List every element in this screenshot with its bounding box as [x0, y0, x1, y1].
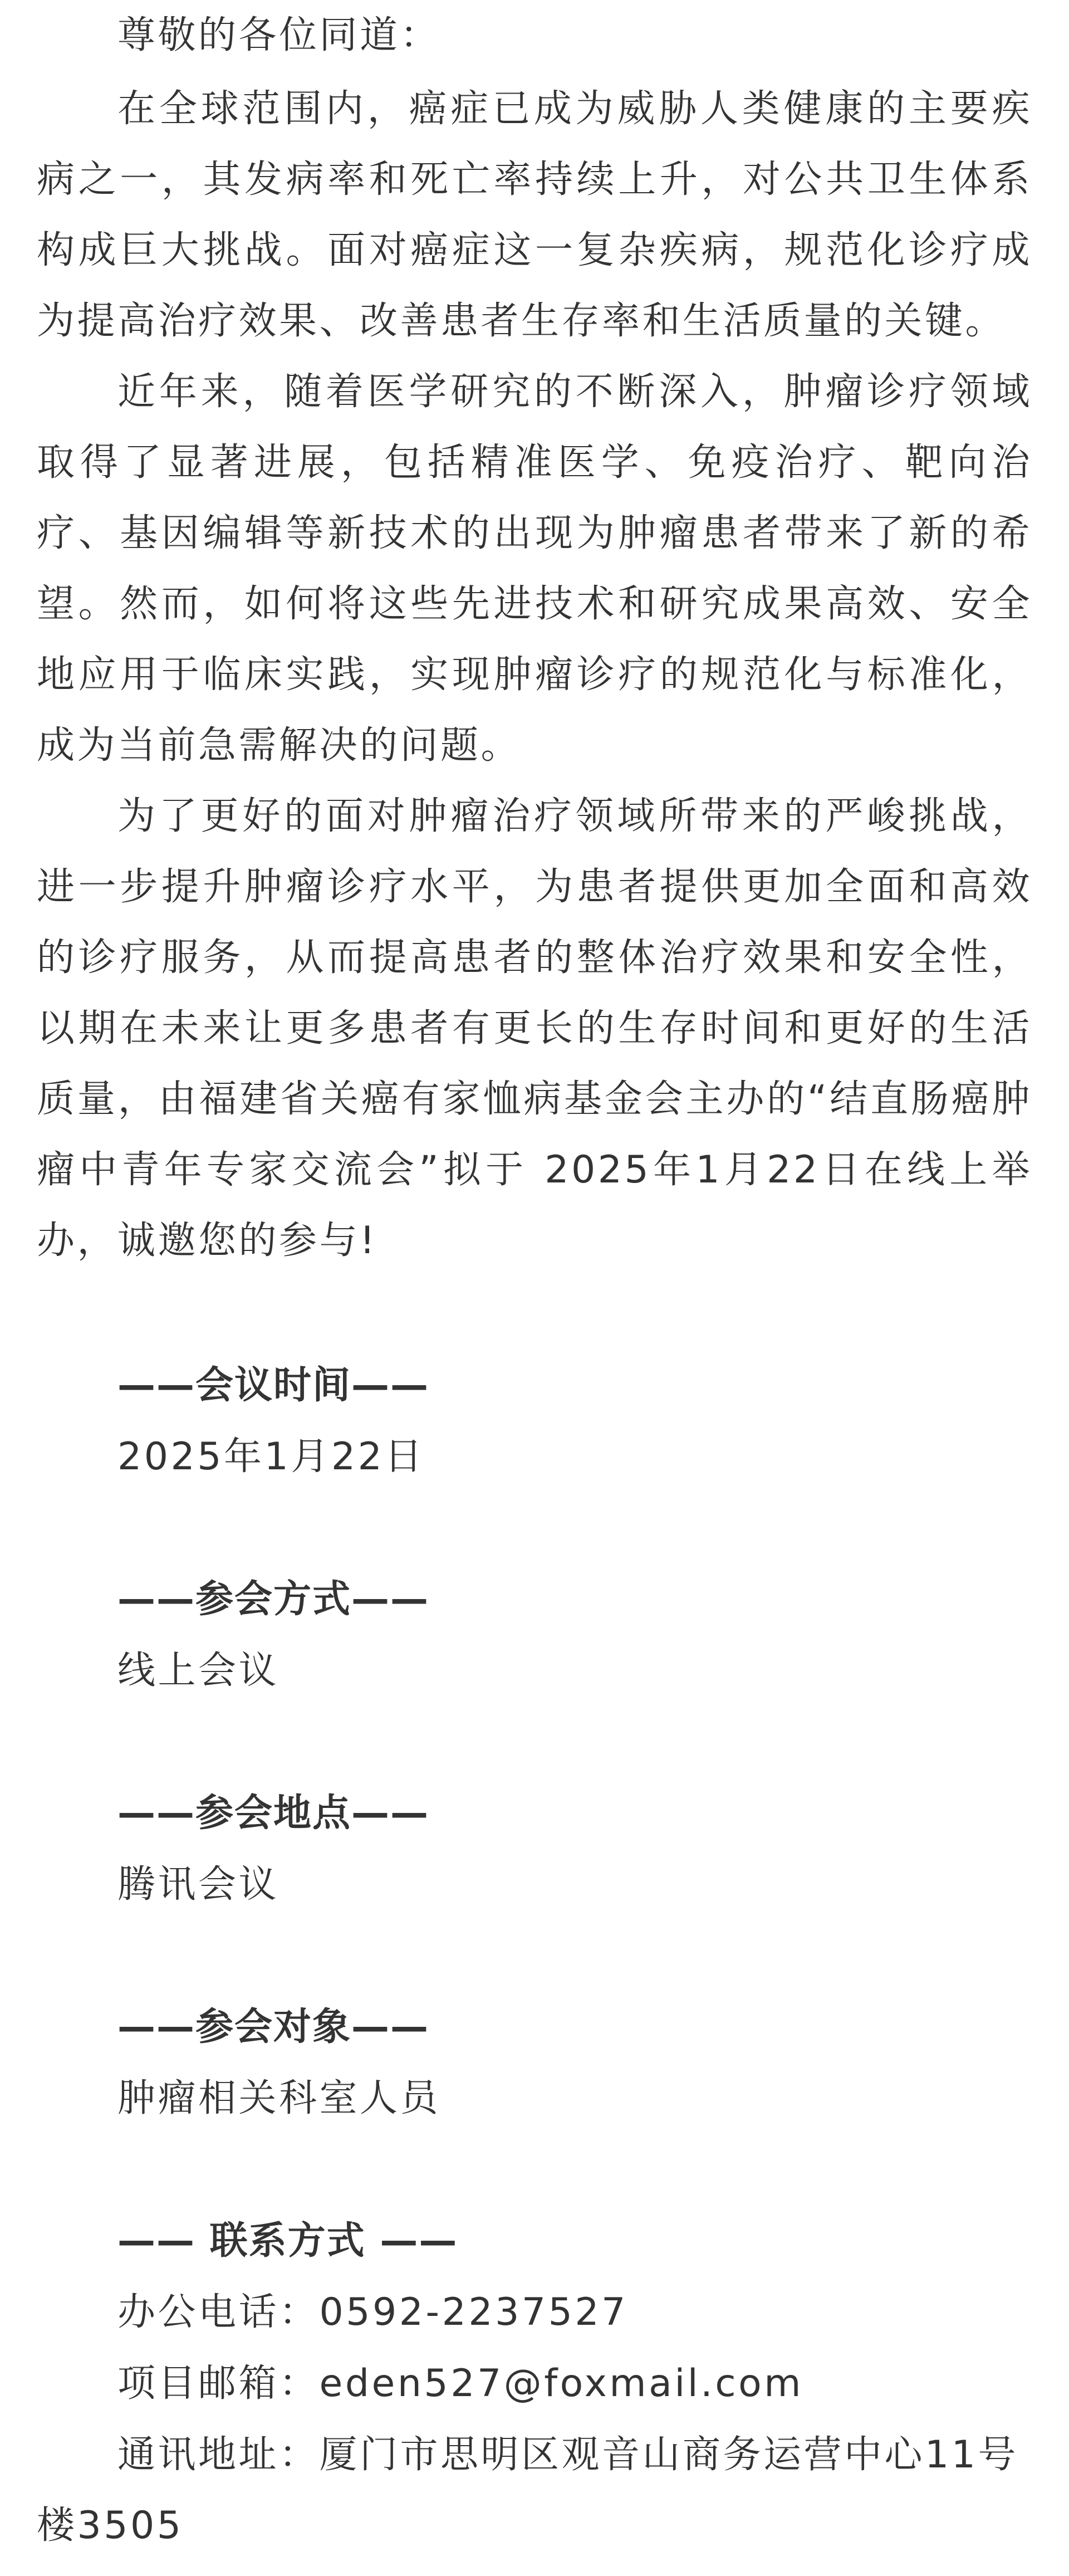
- section-title-contact: —— 联系方式 ——: [117, 2219, 458, 2263]
- paragraph-1: 在全球范围内，癌症已成为威胁人类健康的主要疾病之一，其发病率和死亡率持续上升，对公共卫生体系构成巨大挑战。面对癌症这一复杂疾病，规范化诊疗成为提高治疗效果、改善患者生存率和生活质量的关键。: [37, 87, 1032, 343]
- section-title-method: ——参会方式——: [117, 1577, 430, 1621]
- contact-address: 通讯地址：厦门市思明区观音山商务运营中心11号楼3505: [37, 2433, 1019, 2548]
- section-value-audience: 肿瘤相关科室人员: [117, 2076, 441, 2120]
- paragraph-3: 为了更好的面对肿瘤治疗领域所带来的严峻挑战，进一步提升肿瘤诊疗水平，为患者提供更加全面和高效的诊疗服务，从而提高患者的整体治疗效果和安全性，以期在未来让更多患者有更长的生存时间和更好的生活质量，由福建省关癌有家恤病基金会主办的“结直肠癌肿瘤中青年专家交流会”拟于 2025年1月22日在线上举办，诚邀您的参与!: [37, 794, 1032, 1263]
- contact-email: 项目邮箱：eden527@foxmail.com: [117, 2362, 803, 2406]
- greeting: 尊敬的各位同道：: [117, 13, 441, 57]
- section-title-time: ——会议时间——: [117, 1363, 430, 1407]
- section-value-location: 腾讯会议: [117, 1863, 279, 1907]
- section-value-method: 线上会议: [117, 1649, 279, 1693]
- section-title-audience: ——参会对象——: [117, 2005, 430, 2049]
- section-title-location: ——参会地点——: [117, 1791, 430, 1835]
- contact-phone: 办公电话：0592-2237527: [117, 2290, 628, 2334]
- paragraph-2: 近年来，随着医学研究的不断深入，肿瘤诊疗领域取得了显著进展，包括精准医学、免疫治疗、靶向治疗、基因编辑等新技术的出现为肿瘤患者带来了新的希望。然而，如何将这些先进技术和研究成果高效、安全地应用于临床实践，实现肿瘤诊疗的规范化与标准化，成为当前急需解决的问题。: [37, 370, 1032, 768]
- section-value-time: 2025年1月22日: [117, 1435, 425, 1479]
